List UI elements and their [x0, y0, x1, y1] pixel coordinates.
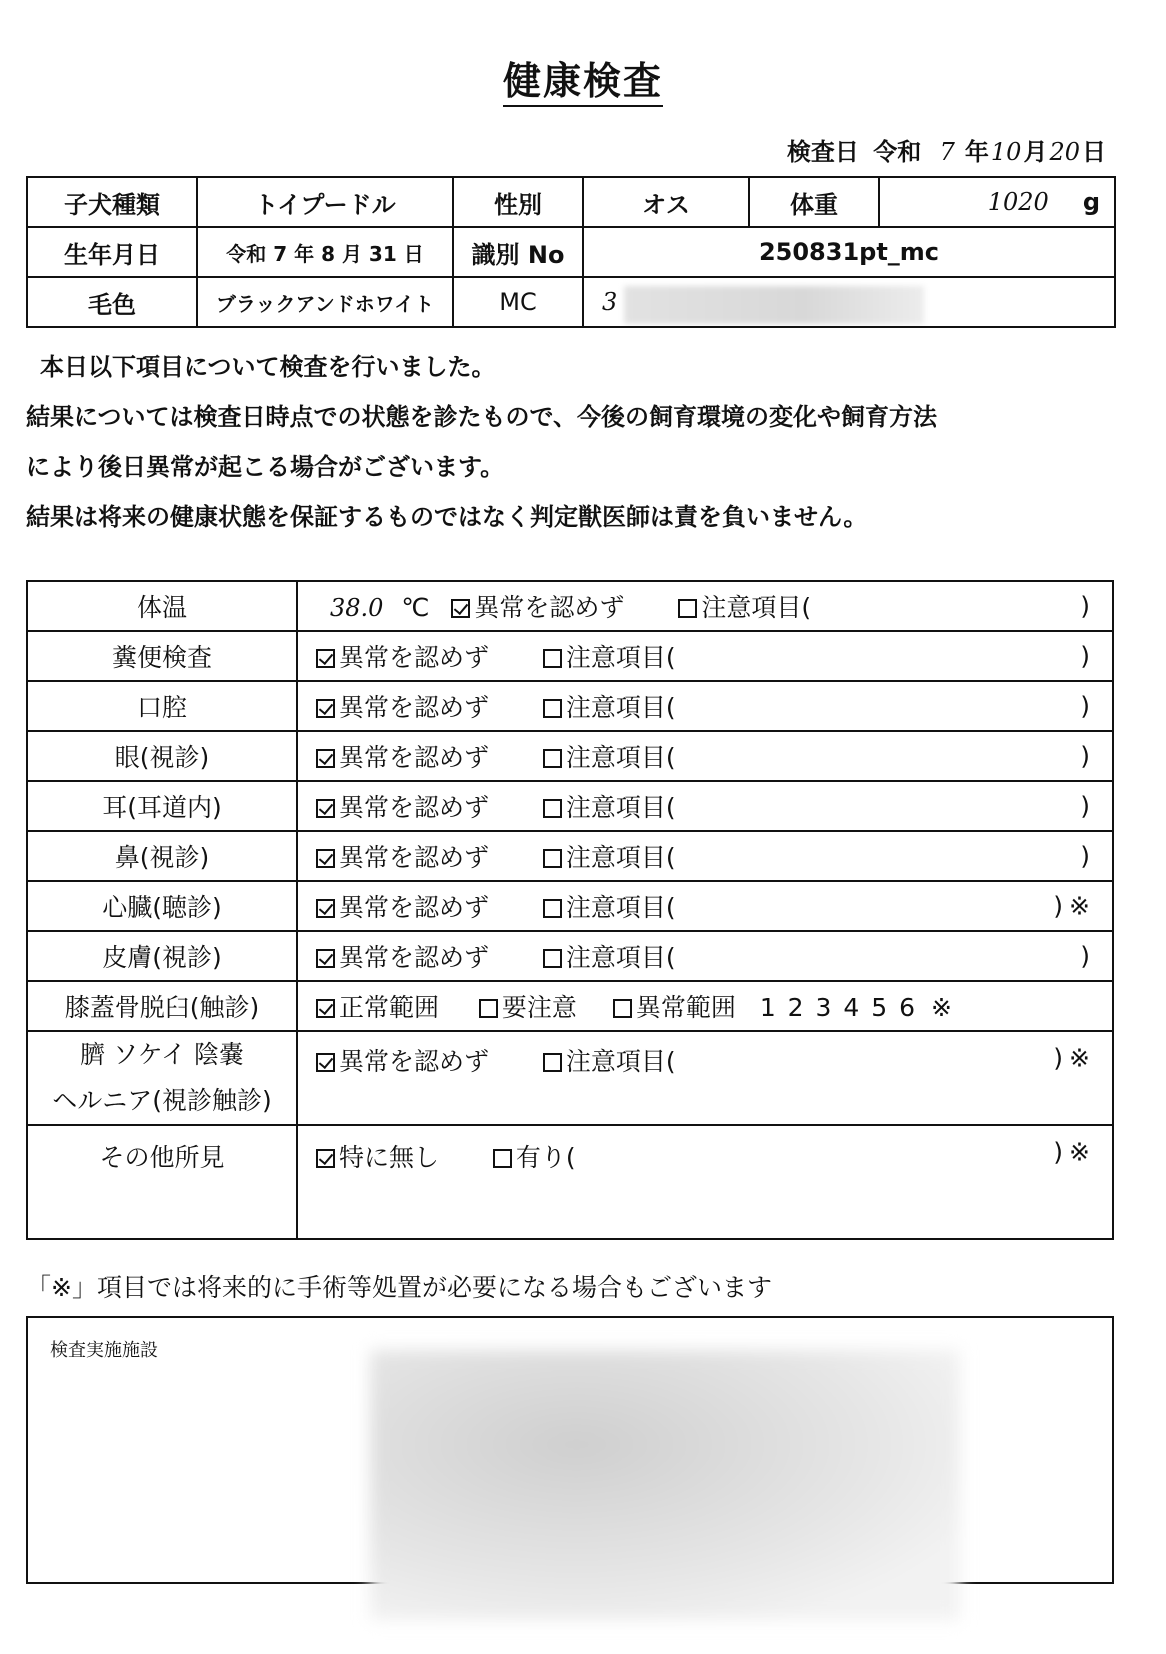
intro-line: 本日以下項目について検査を行いました。 [40, 353, 496, 381]
surgery-mark: ※ [1069, 1043, 1090, 1073]
exam-label: 臍 ソケイ 陰嚢 ヘルニア(視診触診) [27, 1031, 297, 1125]
other-none-checkbox[interactable] [316, 1149, 335, 1168]
mc-label: MC [453, 277, 583, 327]
exam-value: 特に無し 有り( ) ※ [297, 1125, 1113, 1239]
caution-checkbox[interactable] [543, 949, 562, 968]
id-label: 識別 No [453, 227, 583, 277]
color-label: 毛色 [27, 277, 197, 327]
normal-checkbox[interactable] [316, 899, 335, 918]
normal-checkbox[interactable] [316, 749, 335, 768]
exam-row-patella [27, 981, 1113, 1031]
exam-row-nose [27, 831, 1113, 881]
caution-checkbox[interactable] [678, 599, 697, 618]
id-value: 250831pt_mc [583, 227, 1115, 277]
exam-results-table [26, 580, 1114, 1240]
dob-value: 令和 7 年 8 月 31 日 [197, 227, 453, 277]
redacted-facility-stamp [370, 1350, 960, 1620]
exam-value: 異常を認めず 注意項目( ) [297, 631, 1113, 681]
dob-label: 生年月日 [27, 227, 197, 277]
caution-checkbox[interactable] [543, 1053, 562, 1072]
weight-label: 体重 [749, 177, 879, 227]
exam-label: 皮膚(視診) [27, 931, 297, 981]
exam-value: 異常を認めず 注意項目( ) [297, 781, 1113, 831]
intro-line: 結果は将来の健康状態を保証するものではなく判定獣医師は責を負いません。 [26, 503, 868, 531]
patella-abnormal-checkbox[interactable] [613, 999, 632, 1018]
exam-label: 口腔 [27, 681, 297, 731]
exam-row-temperature [27, 581, 1113, 631]
normal-checkbox[interactable] [316, 799, 335, 818]
intro-text [26, 342, 1126, 542]
exam-row-eyes [27, 731, 1113, 781]
exam-label: 眼(視診) [27, 731, 297, 781]
normal-checkbox[interactable] [316, 949, 335, 968]
intro-line: により後日異常が起こる場合がございます。 [26, 453, 505, 481]
exam-label: その他所見 [27, 1125, 297, 1239]
intro-line: 結果については検査日時点での状態を診たもので、今後の飼育環境の変化や飼育方法 [26, 403, 938, 431]
breed-value: トイプードル [197, 177, 453, 227]
sex-label: 性別 [453, 177, 583, 227]
exam-label: 心臓(聴診) [27, 881, 297, 931]
surgery-mark: ※ [1069, 1137, 1090, 1167]
weight-value: 1020 g [879, 177, 1115, 227]
exam-row-hernia [27, 1031, 1113, 1125]
breed-label: 子犬種類 [27, 177, 197, 227]
exam-value: 異常を認めず 注意項目( ) ※ [297, 1031, 1113, 1125]
exam-row-ears [27, 781, 1113, 831]
caution-checkbox[interactable] [543, 699, 562, 718]
exam-row-heart [27, 881, 1113, 931]
exam-value: 38.0 ℃ 異常を認めず 注意項目( ) [297, 581, 1113, 631]
caution-checkbox[interactable] [543, 849, 562, 868]
exam-label: 体温 [27, 581, 297, 631]
normal-checkbox[interactable] [316, 849, 335, 868]
facility-label: 検査実施施設 [50, 1340, 158, 1361]
normal-checkbox[interactable] [316, 1053, 335, 1072]
caution-checkbox[interactable] [543, 749, 562, 768]
caution-checkbox[interactable] [543, 799, 562, 818]
other-yes-checkbox[interactable] [493, 1149, 512, 1168]
exam-label: 膝蓋骨脱臼(触診) [27, 981, 297, 1031]
exam-value: 異常を認めず 注意項目( ) [297, 731, 1113, 781]
caution-checkbox[interactable] [543, 649, 562, 668]
sex-value: オス [583, 177, 749, 227]
exam-label: 耳(耳道内) [27, 781, 297, 831]
exam-row-stool [27, 631, 1113, 681]
exam-label: 鼻(視診) [27, 831, 297, 881]
exam-value: 異常を認めず 注意項目( ) ※ [297, 881, 1113, 931]
normal-checkbox[interactable] [316, 649, 335, 668]
mc-value: 3 [583, 277, 1115, 327]
normal-checkbox[interactable] [316, 699, 335, 718]
redacted-mc-number [624, 286, 924, 324]
exam-value: 異常を認めず 注意項目( ) [297, 831, 1113, 881]
exam-value: 異常を認めず 注意項目( ) [297, 681, 1113, 731]
exam-value: 正常範囲 要注意 異常範囲 1 2 3 4 5 6 ※ [297, 981, 1113, 1031]
exam-row-skin [27, 931, 1113, 981]
color-value: ブラックアンドホワイト [197, 277, 453, 327]
puppy-info-table [26, 176, 1116, 328]
exam-date: 検査日 令和 7 年10月20日 [786, 138, 1106, 166]
patella-caution-checkbox[interactable] [479, 999, 498, 1018]
document-title: 健康検査 [0, 50, 1166, 105]
caution-checkbox[interactable] [543, 899, 562, 918]
surgery-mark: ※ [1069, 891, 1090, 921]
normal-checkbox[interactable] [451, 599, 470, 618]
exam-row-other [27, 1125, 1113, 1239]
exam-value: 異常を認めず 注意項目( ) [297, 931, 1113, 981]
patella-normal-checkbox[interactable] [316, 999, 335, 1018]
exam-row-oral [27, 681, 1113, 731]
footnote: 「※」項目では将来的に手術等処置が必要になる場合もございます [26, 1273, 772, 1302]
exam-label: 糞便検査 [27, 631, 297, 681]
surgery-mark: ※ [930, 993, 952, 1022]
